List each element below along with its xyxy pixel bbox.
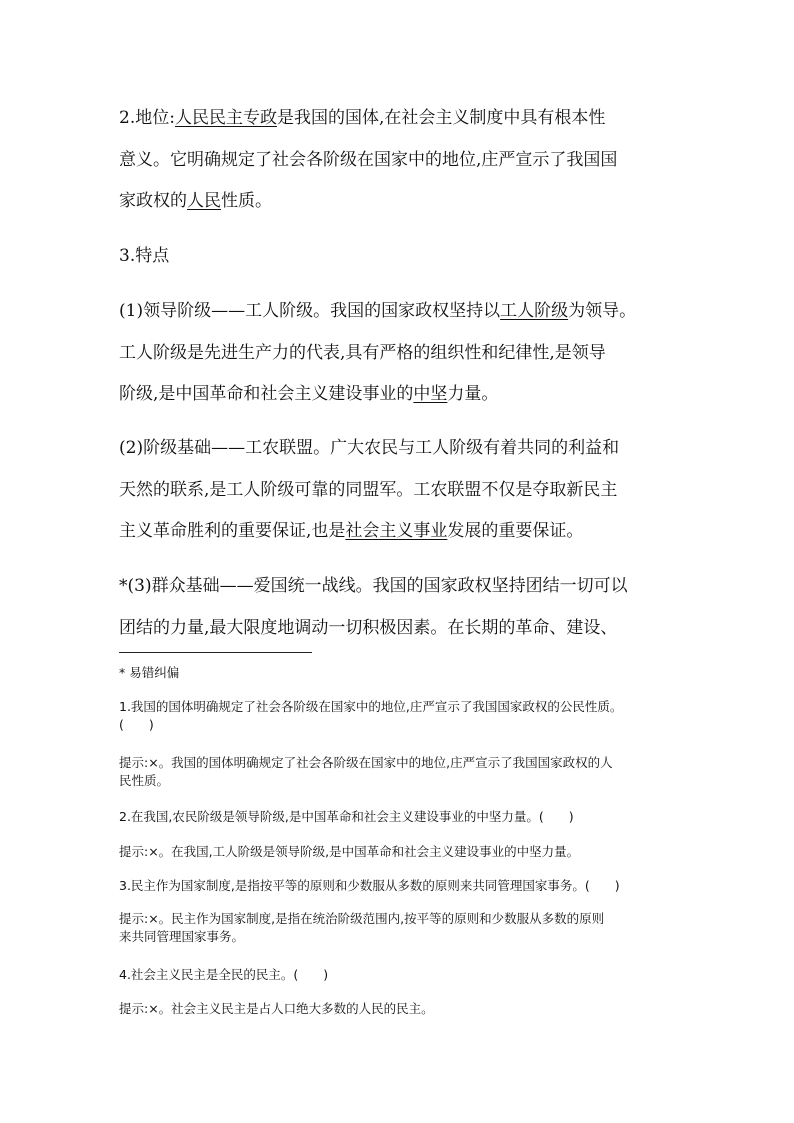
footnote-answer-1 (119, 754, 689, 790)
footnote-question-4: 4.社会主义民主是全民的民主。( ) (119, 967, 329, 982)
underlined-term: 人民民主专政 (174, 108, 277, 128)
text-span: 阶级,是中国革命和社会主义建设事业的 (119, 384, 414, 404)
text-line: 工人阶级是先进生产力的代表,具有严格的组织性和纪律性,是领导 (119, 343, 606, 363)
underlined-term: 工人阶级 (500, 301, 569, 321)
answer-line: 提示:×。民主作为国家制度,是指在统治阶级范围内,按平等的原则和少数服从多数的原则 (119, 911, 605, 926)
footnote-divider (119, 652, 312, 653)
footnote-answer-3 (119, 910, 689, 946)
section-heading: 3.特点 (119, 246, 170, 266)
answer-line: 提示:×。我国的国体明确规定了社会各阶级在国家中的地位,庄严宣示了我国国家政权的人 (119, 755, 613, 770)
footnote-answer-4: 提示:×。社会主义民主是占人口绝大多数的人民的民主。 (119, 1001, 434, 1016)
underlined-term: 人民 (187, 191, 221, 211)
text-line: 团结的力量,最大限度地调动一切积极因素。在长期的革命、建设、 (119, 618, 618, 638)
underlined-term: 社会主义事业 (345, 521, 448, 541)
text-span: (1)领导阶级——工人阶级。我国的国家政权坚持以 (119, 301, 501, 321)
footnote-question-2: 2.在我国,农民阶级是领导阶级,是中国革命和社会主义建设事业的中坚力量。( ) (119, 809, 574, 824)
question-line: 1.我国的国体明确规定了社会各阶级在国家中的地位,庄严宣示了我国国家政权的公民性质。 (119, 699, 623, 714)
underlined-term: 中坚 (413, 384, 448, 404)
question-line: ( ) (119, 717, 154, 732)
text-line (119, 383, 498, 405)
text-line: *(3)群众基础——爱国统一战线。我国的国家政权坚持团结一切可以 (119, 576, 628, 596)
text-line (119, 300, 636, 322)
answer-line: 来共同管理国家事务。 (119, 929, 245, 944)
text-line (119, 520, 583, 542)
text-span: 2.地位: (119, 108, 175, 128)
text-span: 力量。 (447, 384, 499, 404)
footnote-answer-2: 提示:×。在我国,工人阶级是领导阶级,是中国革命和社会主义建设事业的中坚力量。 (119, 844, 580, 859)
text-line: 天然的联系,是工人阶级可靠的同盟军。工农联盟不仅是夺取新民主 (119, 480, 618, 500)
text-span: 性质。 (221, 191, 272, 211)
text-span: 发展的重要保证。 (447, 521, 584, 541)
text-span: 为领导。 (568, 301, 637, 321)
answer-line: 民性质。 (119, 773, 170, 788)
footnote-title: * 易错纠偏 (119, 665, 180, 680)
text-span: 家政权的 (119, 191, 187, 211)
paragraph-position-line (119, 107, 605, 129)
footnote-question-1 (119, 698, 689, 734)
text-line: 意义。它明确规定了社会各阶级在国家中的地位,庄严宣示了我国国 (119, 150, 618, 170)
text-line: (2)阶级基础——工农联盟。广大农民与工人阶级有着共同的利益和 (119, 438, 620, 458)
footnote-question-3: 3.民主作为国家制度,是指按平等的原则和少数服从多数的原则来共同管理国家事务。( ) (119, 878, 620, 893)
text-span: 主义革命胜利的重要保证,也是 (119, 521, 346, 541)
text-line (119, 190, 272, 212)
text-span: 是我国的国体,在社会主义制度中具有根本性 (276, 108, 606, 128)
